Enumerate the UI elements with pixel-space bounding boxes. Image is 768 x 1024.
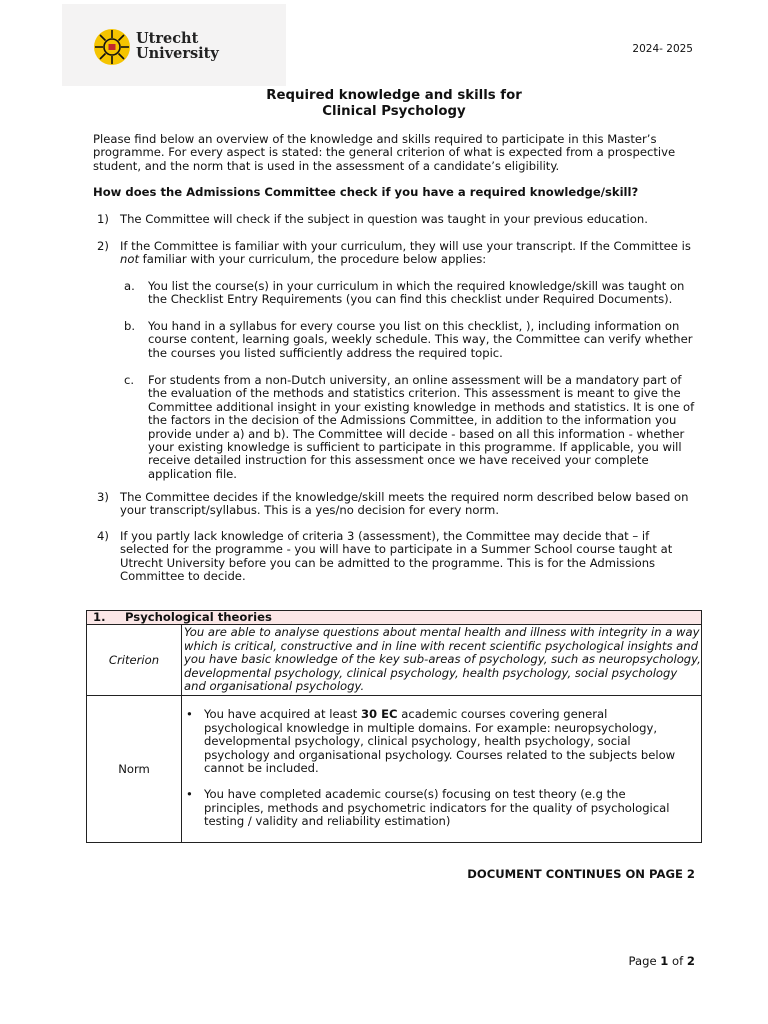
norm-bullet-2 (182, 788, 687, 828)
section-number: 1. (93, 610, 106, 624)
total-pages: 2 (686, 954, 695, 968)
substep-a-text: You list the course(s) in your curriculum in which the required knowledge/skill was taught on the Checklist Entry Requirements (you can find this checklist under Required Documents). (148, 279, 685, 307)
step-3-text: The Committee decides if the knowledge/skill meets the required norm described below based on your transcript/syllabus. This is a yes/no decision for every norm. (120, 490, 689, 518)
university-name-line2: University (136, 45, 219, 62)
substep-a-letter: a. (124, 279, 135, 293)
criterion-row (87, 625, 702, 696)
step-2-number: 2) (97, 239, 109, 253)
intro-paragraph: Please find below an overview of the knowledge and skills required to participate in this Master’s programme. For every aspect is stated: the general criterion of what is expected from a prospective student, and the norm that is used in the assessment of a candidate’s eligibility. (93, 132, 676, 173)
step-1-text: The Committee will check if the subject in question was taught in your previous education. (120, 212, 648, 226)
step-4-number: 4) (97, 529, 109, 543)
ec-amount: 30 EC (360, 707, 398, 722)
step-2-text (120, 240, 695, 267)
step-2-text-a: If the Committee is familiar with your curriculum, they will use your transcript. If the Committee is (120, 239, 691, 253)
norm-bullet-2-text: You have completed academic course(s) focusing on test theory (e.g the principles, methods and psychometric indicators for the quality of psychological testing / validity and reliability estimation) (204, 787, 670, 829)
section-title: Psychological theories (125, 610, 272, 624)
step-3-number: 3) (97, 490, 109, 504)
substep-c-letter: c. (124, 373, 135, 387)
page-title-line1: Required knowledge and skills for (266, 88, 522, 103)
norm-row (87, 696, 702, 843)
norm-cell (182, 696, 702, 843)
norm-bullet-1-text: You have acquired at least 30 EC academic courses covering general psychological knowledge in multiple domains. For example: neuropsychology, developmental psychology, clinical psychology, health psychology, social psychology and organisational psychology. Courses related to the subjects below cannot be included. (204, 707, 676, 776)
criterion-text: You are able to analyse questions about mental health and illness with integrity in a way which is critical, constructive and in line with recent scientific psychological insights and you have basic knowledge of the key sub-areas of psychology, such as neuropsychology, developmental psychology, clinical psychology, health psychology, social psychology and organisational psychology. (182, 625, 702, 696)
page-title (0, 88, 768, 120)
step-4-text: If you partly lack knowledge of criteria 3 (assessment), the Committee may decide that – if selected for the programme - you will have to participate in a Summer School course taught at Utrecht University before you can be admitted to the programme. This is for the Admissions Committee to decide. (120, 529, 673, 584)
bullet-icon: • (186, 707, 193, 722)
page-title-line2: Clinical Psychology (322, 104, 466, 119)
substep-c-text: For students from a non-Dutch university, an online assessment will be a mandatory part of the evaluation of the methods and statistics criterion. This assessment is meant to give the Committee additional insight in your existing knowledge in methods and statistics. It is one of the factors in the decision of the Admissions Committee, in addition to the information you provide under a) and b). The Committee will decide - based on all this information - whether your existing knowledge is sufficient to participate in this programme. If applicable, you will receive detailed instruction for this assessment once we have received your complete application file. (148, 373, 695, 481)
current-page: 1 (660, 954, 669, 968)
page-number: Page 1 of 2 (628, 954, 695, 968)
bullet-icon: • (186, 787, 193, 802)
norm-label: Norm (87, 696, 182, 843)
section-header-cell (87, 611, 702, 625)
substep-b-letter: b. (124, 319, 136, 333)
step-1-number: 1) (97, 212, 109, 226)
university-name (136, 31, 219, 61)
document-continues-note: DOCUMENT CONTINUES ON PAGE 2 (467, 867, 695, 881)
criteria-table (86, 610, 702, 843)
step-2-text-b: familiar with your curriculum, the procedure below applies: (139, 252, 487, 267)
table-header-row (87, 611, 702, 625)
step-2-text-emphasis: not (120, 252, 139, 267)
criterion-label: Criterion (87, 625, 182, 696)
academic-year: 2024- 2025 (632, 43, 693, 55)
university-seal-icon (93, 28, 131, 66)
committee-question-heading: How does the Admissions Committee check if you have a required knowledge/skill? (93, 185, 639, 199)
university-name-line1: Utrecht (136, 30, 199, 47)
substep-b-text: You hand in a syllabus for every course you list on this checklist, ), including information on course content, learning goals, weekly schedule. This way, the Committee can verify whether the courses you listed sufficiently address the required topic. (148, 319, 693, 360)
norm-bullet-1 (182, 708, 687, 775)
